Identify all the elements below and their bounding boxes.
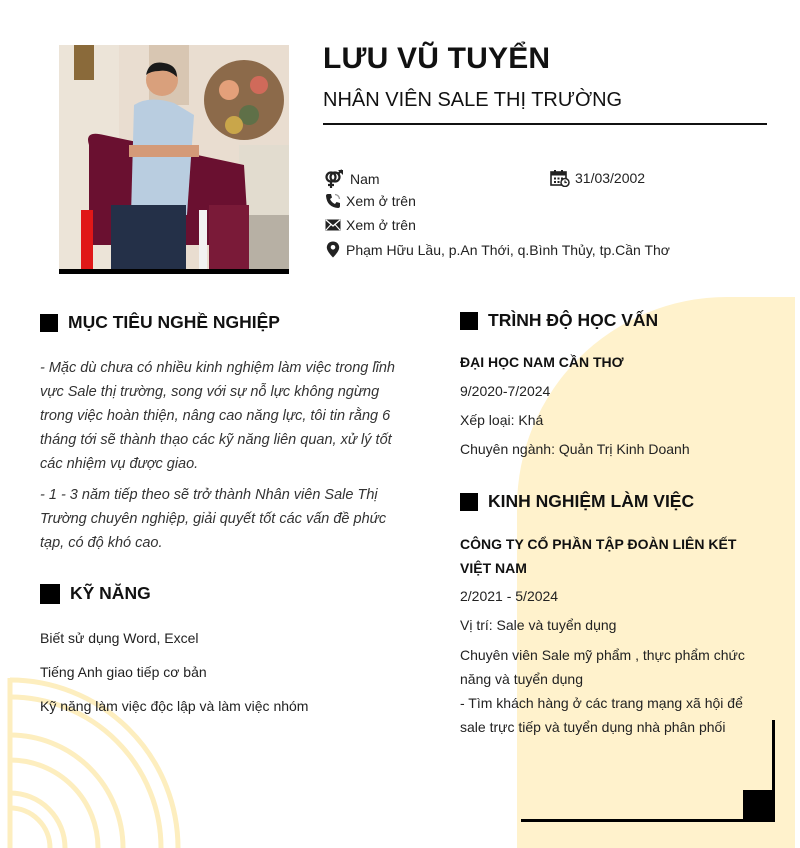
section-square-icon (40, 584, 60, 604)
skill-item: Biết sử dụng Word, Excel (40, 630, 199, 646)
objective-paragraph-1: - Mặc dù chưa có nhiều kinh nghiệm làm việc trong lĩnh vực Sale thị trường, song với sự nỗ lực không ngừng trong việc hoàn thiện, nâng cao năng lực, tôi tin rằng 6 tháng tới sẽ thành thạo các kỹ năng liên quan, xử lý tốt các nhiệm vụ được giao. (40, 360, 395, 472)
calendar-icon (550, 169, 570, 187)
skill-item: Tiếng Anh giao tiếp cơ bản (40, 664, 207, 680)
skills-title: KỸ NĂNG (70, 583, 151, 603)
decorative-horizontal-line (521, 819, 775, 822)
phone-value: Xem ở trên (346, 193, 416, 209)
objective-section-title (40, 312, 280, 333)
experience-title: KINH NGHIỆM LÀM VIỆC (488, 491, 695, 511)
phone-row (325, 193, 416, 209)
job-title: NHÂN VIÊN SALE THỊ TRƯỜNG (323, 89, 623, 111)
education-grade: Xếp loại: Khá (460, 412, 544, 428)
email-value: Xem ở trên (346, 217, 416, 233)
education-major: Chuyên ngành: Quản Trị Kinh Doanh (460, 441, 690, 457)
profile-photo (59, 45, 289, 274)
education-section-title (460, 310, 658, 331)
candidate-name: LƯU VŨ TUYỂN (323, 42, 551, 75)
section-square-icon (460, 493, 478, 511)
address-value: Phạm Hữu Lầu, p.An Thới, q.Bình Thủy, tp.Cần Thơ (346, 241, 670, 258)
section-square-icon (460, 312, 478, 330)
objective-paragraph-2: - 1 - 3 năm tiếp theo sẽ trở thành Nhân viên Sale Thị Trường chuyên nghiệp, giải quyết tốt các vấn đề phức tạp, có độ khó cao. (40, 487, 387, 551)
experience-period: 2/2021 - 5/2024 (460, 588, 559, 604)
objective-title: MỤC TIÊU NGHỀ NGHIỆP (68, 312, 280, 332)
section-square-icon (40, 314, 58, 332)
birthday-value: 31/03/2002 (575, 170, 646, 186)
experience-description-2: - Tìm khách hàng ở các trang mạng xã hội để sale trực tiếp và tuyển dụng nhà phân phối (460, 695, 743, 735)
profile-photo-image (59, 45, 289, 269)
education-period: 9/2020-7/2024 (460, 383, 551, 399)
email-icon (325, 219, 341, 231)
education-school: ĐẠI HỌC NAM CẦN THƠ (460, 354, 624, 370)
address-row (326, 241, 670, 258)
experience-description-1: Chuyên viên Sale mỹ phẩm , thực phẩm chức năng và tuyển dụng (460, 647, 745, 687)
email-row (325, 217, 416, 233)
experience-company: CÔNG TY CỔ PHẦN TẬP ĐOÀN LIÊN KẾT VIỆT NAM (460, 536, 737, 576)
phone-icon (325, 193, 341, 209)
birthday-row (550, 169, 645, 187)
gender-icon (324, 169, 344, 189)
decorative-corner-square (743, 790, 775, 822)
header-divider (323, 123, 767, 125)
experience-position: Vị trí: Sale và tuyển dụng (460, 617, 617, 633)
skill-item: Kỹ năng làm việc độc lập và làm việc nhóm (40, 698, 309, 714)
location-icon (326, 241, 340, 258)
education-title: TRÌNH ĐỘ HỌC VẤN (488, 310, 659, 330)
experience-section-title (460, 491, 694, 512)
decorative-arcs (0, 670, 190, 848)
gender-row (324, 169, 380, 189)
gender-value: Nam (350, 171, 380, 187)
skills-section-title (40, 583, 151, 604)
